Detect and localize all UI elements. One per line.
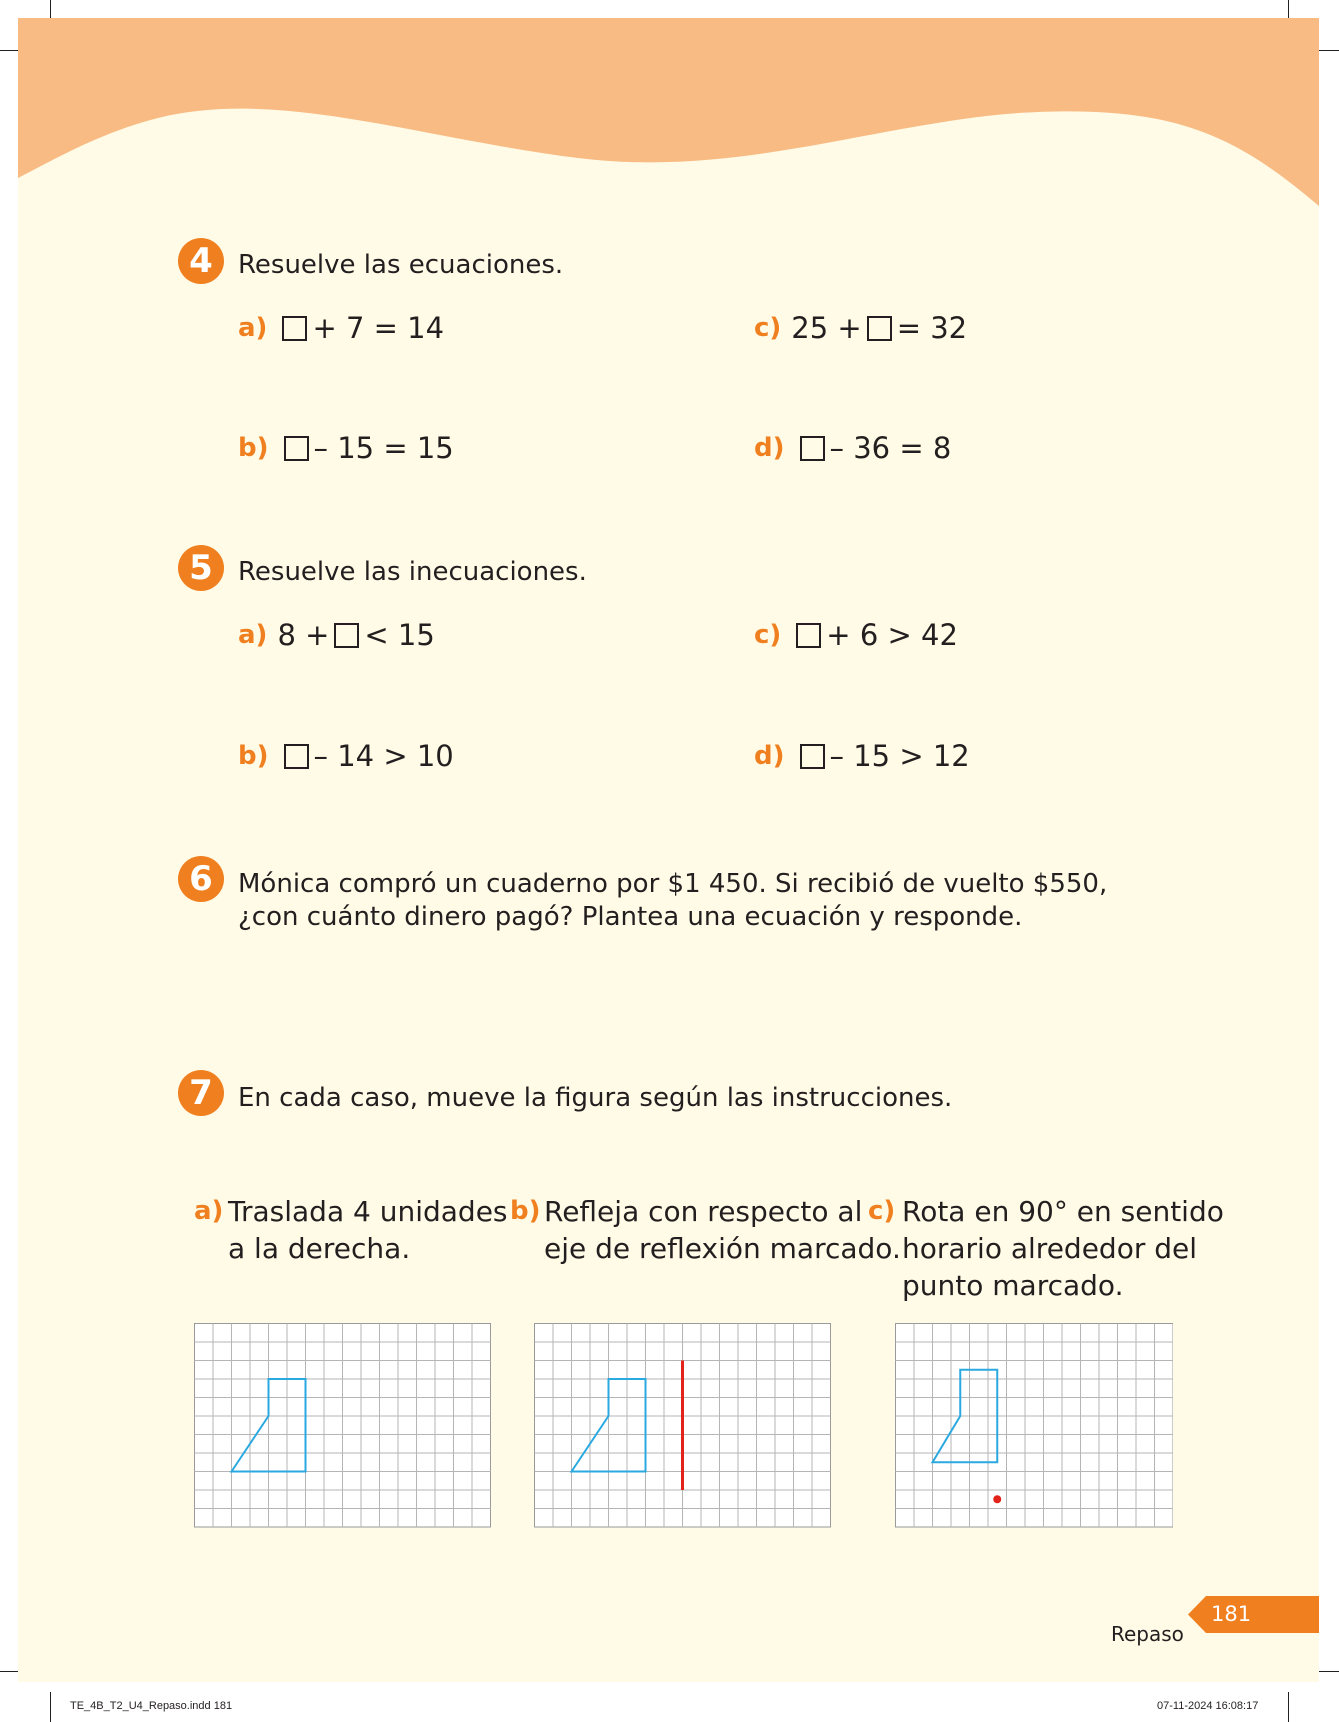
equation-b (238, 431, 454, 465)
sub-item-b (510, 1193, 901, 1273)
inequation-d (754, 739, 970, 773)
page (18, 18, 1319, 1682)
slug-timestamp: 07-11-2024 16:08:17 (1157, 1700, 1259, 1712)
grid-reflection[interactable] (534, 1323, 834, 1530)
item-label: d) (754, 433, 785, 463)
inequation-b (238, 739, 454, 773)
expression-left: 8 + (277, 618, 330, 652)
sub-label: c) (868, 1196, 896, 1226)
page-number: 181 (1211, 1602, 1252, 1626)
answer-box[interactable] (282, 316, 307, 341)
answer-box[interactable] (796, 623, 821, 648)
grid-translation[interactable] (194, 1323, 494, 1530)
expression-right: = 32 (896, 311, 968, 345)
question-6-line-2: ¿con cuánto dinero pagó? Plantea una ecuación y responde. (238, 902, 1023, 932)
question-5-title: Resuelve las inecuaciones. (238, 557, 587, 587)
inequation-c (754, 618, 958, 652)
question-7-title: En cada caso, mueve la figura según las instrucciones. (238, 1083, 953, 1113)
expression-left: 25 + (791, 311, 862, 345)
sub-label: b) (510, 1196, 541, 1226)
item-label: a) (238, 313, 268, 343)
grid-background (896, 1324, 1174, 1528)
sub-text-line: a la derecha. (228, 1232, 411, 1265)
question-number-7: 7 (178, 1070, 224, 1116)
question-number-6: 6 (178, 856, 224, 902)
question-6-line-1: Mónica compró un cuaderno por $1 450. Si recibió de vuelto $550, (238, 869, 1108, 899)
expression-right: – 15 > 12 (829, 739, 970, 773)
item-label: c) (754, 313, 782, 343)
inequation-a (238, 618, 435, 652)
sub-text-line: Rota en 90° en sentido (902, 1195, 1224, 1228)
crop-mark (1288, 1692, 1289, 1722)
answer-box[interactable] (284, 436, 309, 461)
item-label: b) (238, 433, 269, 463)
question-number-5: 5 (178, 545, 224, 591)
header-wave (18, 18, 1319, 218)
equation-a (238, 311, 444, 345)
item-label: d) (754, 741, 785, 771)
answer-box[interactable] (800, 744, 825, 769)
answer-box[interactable] (334, 623, 359, 648)
rotation-point (993, 1495, 1001, 1503)
slug-file: TE_4B_T2_U4_Repaso.indd 181 (70, 1700, 233, 1712)
item-label: c) (754, 620, 782, 650)
answer-box[interactable] (284, 744, 309, 769)
expression-right: – 15 = 15 (313, 431, 454, 465)
answer-box[interactable] (867, 316, 892, 341)
equation-d (754, 431, 951, 465)
section-name: Repaso (1111, 1622, 1184, 1646)
sub-text-line: Traslada 4 unidades (228, 1195, 508, 1228)
equation-c (754, 311, 967, 345)
answer-box[interactable] (800, 436, 825, 461)
crop-mark (50, 1692, 51, 1722)
grid-rotation[interactable] (895, 1323, 1173, 1530)
question-number-4: 4 (178, 238, 224, 284)
sub-text-line: punto marcado. (902, 1269, 1124, 1302)
expression-right: < 15 (364, 618, 435, 652)
expression-right: – 36 = 8 (829, 431, 952, 465)
sub-text-line: horario alrededor del (902, 1232, 1198, 1265)
item-label: b) (238, 741, 269, 771)
sub-label: a) (194, 1196, 224, 1226)
sub-text-line: eje de reflexión marcado. (544, 1232, 901, 1265)
page-number-tab (1188, 1596, 1319, 1633)
expression-right: + 6 > 42 (826, 618, 958, 652)
expression-right: + 7 = 14 (312, 311, 445, 345)
sub-item-a (194, 1193, 514, 1273)
question-4-title: Resuelve las ecuaciones. (238, 250, 564, 280)
item-label: a) (238, 620, 268, 650)
expression-right: – 14 > 10 (313, 739, 454, 773)
sub-item-c (868, 1193, 1224, 1308)
sub-text-line: Refleja con respecto al (544, 1195, 863, 1228)
